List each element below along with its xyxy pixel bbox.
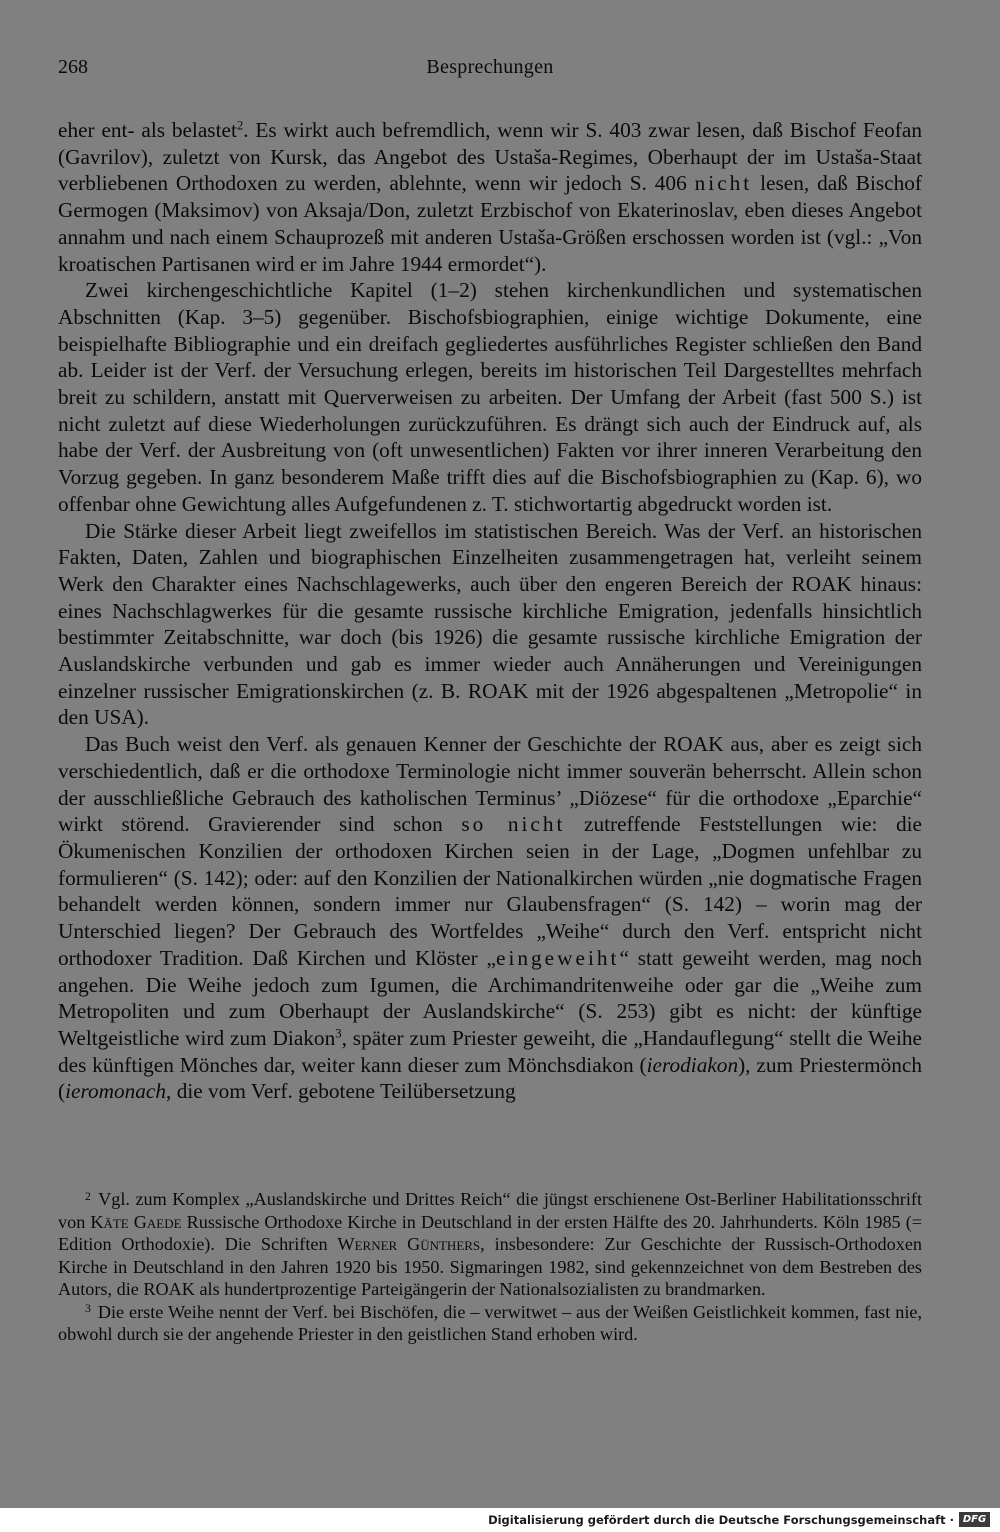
paragraph-4: [58, 731, 922, 1105]
dfg-logo: DFG: [959, 1512, 990, 1527]
text-run: “ statt geweiht werden, mag noch angehen. Die Weihe jedoch zum Igumen, die Archimandritenweihe oder gar die „Weihe zum Metropoliten und zum Oberhaupt der Auslandskirche“ (S. 253) gibt es nicht: der künftige Weltgeistliche wird zum Diakon: [58, 945, 923, 1050]
spaced-emphasis: eingeweiht: [496, 945, 620, 970]
digitization-banner: [0, 1508, 1000, 1532]
paragraph-1: [58, 117, 922, 277]
text-run: Die erste Weihe nennt der Verf. bei Bischöfen, die – verwitwet – aus der Weißen Geistlichkeit kommen, fast nie, obwohl durch sie der angehende Priester in den geistlichen Stand erhoben wird.: [58, 1301, 923, 1344]
author-name: Werner Günthers: [337, 1234, 481, 1254]
text-run: lesen, daß Bischof Germogen (Maksimov) von Aksaja/Don, zuletzt Erzbischof von Ekaterinoslav, eben dieses Angebot annahm und nach einem Schauprozeß mit anderen Ustaša-Größen erschossen worden ist (vgl.: „Von kroatischen Partisanen wird er im Jahre 1944 ermordet“).: [58, 171, 922, 276]
footnote-ref-2: 2: [236, 118, 244, 133]
text-run: eher ent- als belastet: [58, 118, 237, 142]
author-name: Käte Gaede: [90, 1211, 182, 1232]
page-header: [58, 56, 922, 84]
footnote-mark: 2: [85, 1188, 91, 1203]
text-run: , insbesondere: Zur Geschichte der Russisch-Orthodoxen Kirche in Deutschland in den Jahren 1920 bis 1950. Sigmaringen 1982, sind gekennzeichnet von dem Bestreben des Autors, die ROAK als hundertprozentige Parteigängerin der Nationalsozialisten zu brandmarken.: [58, 1234, 922, 1299]
spaced-emphasis: nicht: [694, 171, 753, 196]
text-run: , die vom Verf. gebotene Teilübersetzung: [166, 1079, 516, 1104]
footnote-ref-3: 3: [335, 1026, 342, 1041]
text-run: . Es wirkt auch befremdlich, wenn wir S. 403 zwar lesen, daß Bischof Feofan (Gavrilov), zuletzt von Kursk, das Angebot des Ustaša-Regimes, Oberhaupt der im Ustaša-Staat verbliebenen Orthodoxen zu werden, ablehnte, wenn wir jedoch S. 406: [58, 118, 922, 196]
italic-term: ierodiakon: [646, 1052, 739, 1077]
footnote-3: [58, 1301, 922, 1346]
paragraph-3: Die Stärke dieser Arbeit liegt zweifellos im statistischen Bereich. Was der Verf. an historischen Fakten, Daten, Zahlen und biographischen Einzelheiten zusammengetragen hat, verleiht seinem Werk den Charakter eines Nachschlagewerks, auch über den engeren Bereich der ROAK hinaus: eines Nachschlagwerkes für die gesamte russische kirchliche Emigration, jedenfalls hinsichtlich bestimmter Zeitabschnitte, war doch (bis 1926) die gesamte russische kirchliche Emigration der Auslandskirche verbunden und gab es immer wieder auch Annäherungen und Vereinigungen einzelner russischer Emigrationskirchen (z. B. ROAK mit der 1926 abgespaltenen „Metropolie“ in den USA).: [58, 518, 922, 730]
text-run: ), zum Priestermönch (: [58, 1052, 922, 1104]
text-run: Vgl. zum Komplex „Auslandskirche und Drittes Reich“ die jüngst erschienene Ost-Berliner Habilitationsschrift von: [58, 1189, 923, 1232]
page-number: 268: [58, 56, 88, 78]
text-run: Russische Orthodoxe Kirche in Deutschland in der ersten Hälfte des 20. Jahrhunderts. Köln 1985 (= Edition Orthodoxie). Die Schriften: [58, 1211, 923, 1254]
footnote-2: [58, 1188, 922, 1301]
body-text: [58, 117, 922, 1105]
paragraph-2: Zwei kirchengeschichtliche Kapitel (1–2) stehen kirchenkundlichen und systematischen Abschnitten (Kap. 3–5) gegenüber. Bischofsbiographien, einige wichtige Dokumente, eine beispielhafte Bibliographie und ein dreifach gegliedertes ausführliches Register schließen den Band ab. Leider ist der Verf. der Versuchung erlegen, bereits im historischen Teil Dargestelltes mehrfach breit zu schildern, anstatt mit Querverweisen zu arbeiten. Der Umfang der Arbeit (fast 500 S.) ist nicht zuletzt auf diese Wiederholungen zurückzuführen. Es drängt sich auch der Eindruck auf, als habe der Verf. der Ausbreitung von (oft unwesentlichen) Fakten vor ihrer inneren Verarbeitung den Vorzug gegeben. In ganz besonderem Maße trifft dies auf die Bischofsbiographien zu (Kap. 6), wo offenbar ohne Gewichtung alles Aufgefundenen z. T. stichwortartig abgedruckt worden ist.: [58, 278, 922, 516]
running-title: Besprechungen: [426, 56, 554, 78]
footnotes: [58, 1188, 922, 1346]
text-run: zutreffende Feststellungen wie: die Ökumenischen Konzilien der orthodoxen Kirchen seien in der Lage, „Dogmen unfehlbar zu formulieren“ (S. 142); oder: auf den Konzilien der Nationalkirchen würden „nie dogmatische Fragen behandelt werden können, sondern immer nur Glaubensfragen“ (S. 142) – worin mag der Unterschied liegen? Der Gebrauch des Wortfeldes „Weihe“ durch den Verf. entspricht nicht orthodoxer Tradition. Daß Kirchen und Klöster „: [58, 812, 922, 970]
footnote-mark: 3: [85, 1301, 91, 1316]
text-run: Das Buch weist den Verf. als genauen Kenner der Geschichte der ROAK aus, aber es zeigt sich verschiedentlich, daß er die orthodoxe Terminologie nicht immer souverän beherrscht. Allein schon der ausschließliche Gebrauch des katholischen Terminus’ „Diözese“ für die orthodoxe „Eparchie“ wirkt störend. Gravierender sind schon: [58, 732, 922, 837]
italic-term: ieromonach: [65, 1079, 167, 1104]
funding-notice: Digitalisierung gefördert durch die Deutsche Forschungsgemeinschaft ·: [488, 1513, 954, 1527]
text-run: , später zum Priester geweiht, die „Handauflegung“ stellt die Weihe des künftigen Mönches dar, weiter kann dieser zum Mönchsdiakon (: [58, 1025, 922, 1077]
spaced-emphasis: so nicht: [461, 812, 566, 837]
